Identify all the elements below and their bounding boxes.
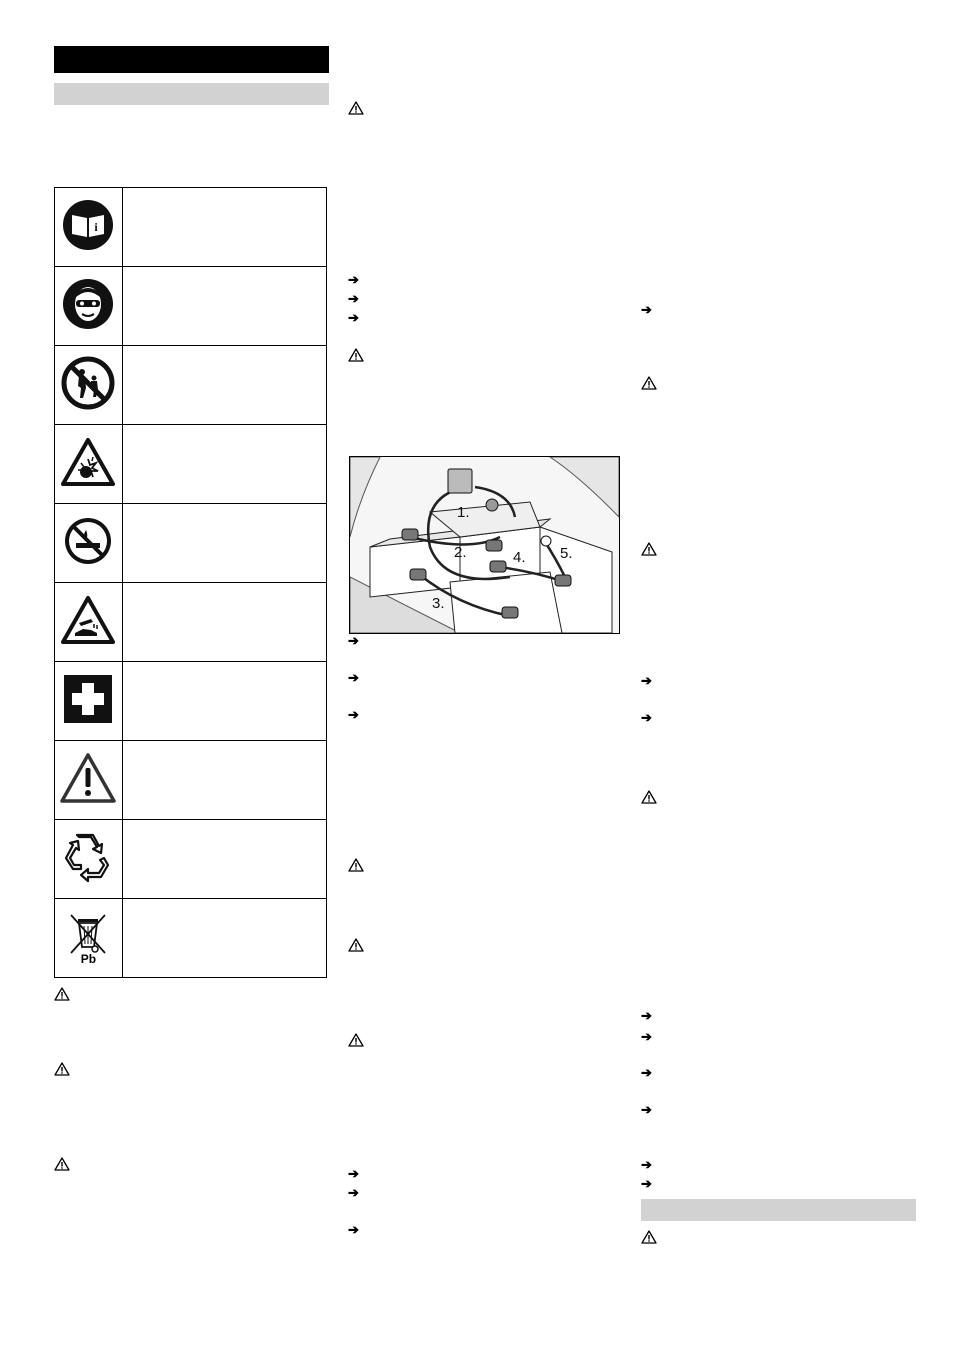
symbols-table [54,187,327,978]
warning-icon [54,987,70,1001]
bullet-arrow: ➔ [348,291,359,306]
subsection-header-bar [54,83,329,105]
table-row [55,504,327,583]
table-row [55,820,327,899]
bullet-arrow: ➔ [641,302,652,317]
bullet-arrow: ➔ [348,310,359,325]
bullet-arrow: ➔ [641,1008,652,1023]
warning-icon [54,1157,70,1171]
table-row [55,346,327,425]
figure-label: 3. [432,595,445,612]
table-row [55,741,327,820]
bullet-arrow: ➔ [348,272,359,287]
figure-label: 5. [560,545,573,562]
warning-icon [54,1062,70,1076]
keep-children-away-icon [61,356,115,410]
battery-connection-figure [349,456,620,634]
bullet-arrow: ➔ [641,1176,652,1191]
bullet-arrow: ➔ [641,673,652,688]
warning-icon [641,1230,657,1244]
table-row [55,188,327,267]
warning-icon [348,348,364,362]
warning-icon [641,376,657,390]
bullet-arrow: ➔ [641,710,652,725]
subsection-header-bar [641,1199,916,1221]
bullet-arrow: ➔ [641,1065,652,1080]
no-smoking-fire-icon [63,516,113,566]
table-row [55,899,327,978]
table-row [55,267,327,346]
figure-label: 4. [513,549,526,566]
table-row [55,662,327,741]
section-header-bar [54,46,329,73]
crossed-bin-icon [65,911,111,957]
bullet-arrow: ➔ [348,707,359,722]
figure-label: 1. [457,504,470,521]
general-warning-icon [60,752,116,804]
warning-icon [348,938,364,952]
bullet-arrow: ➔ [348,633,359,648]
table-row [55,583,327,662]
first-aid-icon [63,674,113,724]
bullet-arrow: ➔ [348,670,359,685]
bin-label: Pb [80,952,97,966]
corrosive-hazard-icon [61,595,115,645]
recycling-icon [61,831,115,883]
warning-icon [641,542,657,556]
warning-icon [641,790,657,804]
explosion-hazard-icon [61,437,115,487]
read-manual-icon [62,199,114,251]
bullet-arrow: ➔ [641,1029,652,1044]
bullet-arrow: ➔ [641,1157,652,1172]
figure-label: 2. [454,544,467,561]
warning-icon [348,101,364,115]
table-row [55,425,327,504]
bullet-arrow: ➔ [348,1166,359,1181]
svg-text:i: i [94,219,99,234]
warning-icon [348,1033,364,1047]
warning-icon [348,858,364,872]
eye-protection-icon [62,278,114,330]
bullet-arrow: ➔ [641,1102,652,1117]
bullet-arrow: ➔ [348,1185,359,1200]
bullet-arrow: ➔ [348,1222,359,1237]
